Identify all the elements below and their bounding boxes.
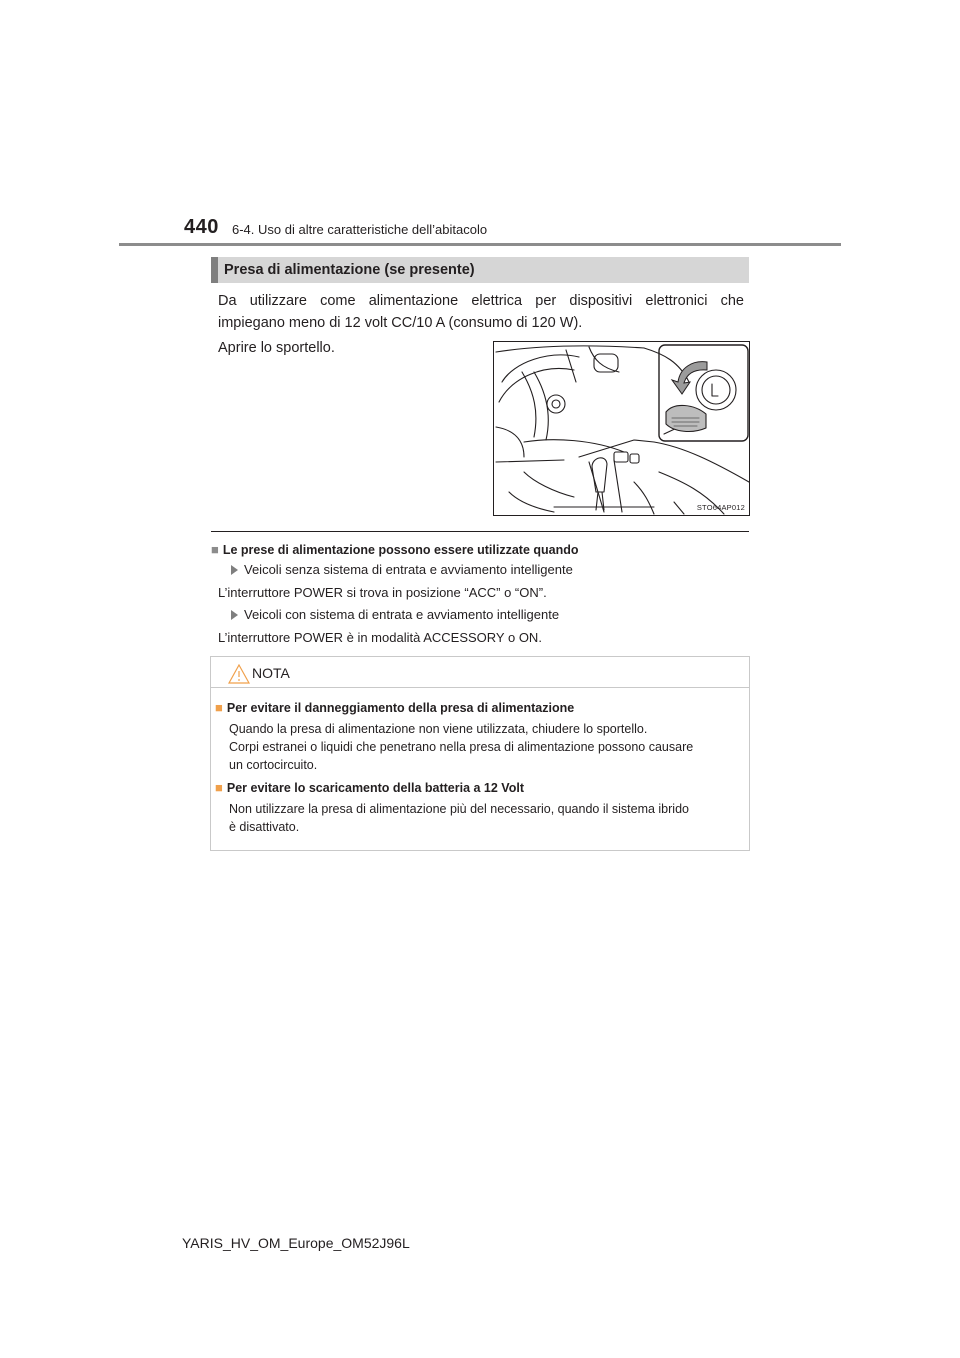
nota-item-1-line-1: Quando la presa di alimentazione non viene utilizzata, chiudere lo sportello. — [229, 722, 648, 736]
warning-triangle-icon — [228, 664, 250, 689]
usage-heading — [211, 542, 579, 557]
dashboard-illustration — [493, 341, 750, 516]
square-bullet-icon: ■ — [215, 780, 223, 795]
nota-item-2-title — [215, 780, 524, 795]
separator-rule — [211, 531, 749, 532]
intro-line-1: Da utilizzare come alimentazione elettrica per dispositivi elettronici che — [218, 293, 744, 309]
nota-title: NOTA — [252, 665, 290, 681]
nota-divider — [210, 687, 750, 688]
nota-item-2-line-1: Non utilizzare la presa di alimentazione più del necessario, quando il sistema ibrido — [229, 802, 689, 816]
page-number: 440 — [184, 216, 219, 238]
nota-item-1-line-3: un cortocircuito. — [229, 758, 318, 772]
nota-item-2-line-2: è disattivato. — [229, 820, 300, 834]
usage-detail-1: L’interruttore POWER si trova in posizione “ACC” o “ON”. — [218, 585, 547, 600]
square-bullet-icon: ■ — [215, 700, 223, 715]
usage-heading-text: Le prese di alimentazione possono essere utilizzate quando — [222, 543, 579, 557]
section-heading: Presa di alimentazione (se presente) — [224, 262, 475, 278]
nota-item-1-line-2: Corpi estranei o liquidi che penetrano nella presa di alimentazione possono causare — [229, 740, 694, 754]
instruction-text: Aprire lo sportello. — [218, 340, 335, 356]
header-rule — [119, 243, 841, 246]
nota-item-1-title-text: Per evitare il danneggiamento della presa di alimentazione — [226, 701, 575, 715]
dashboard-drawing — [494, 342, 750, 516]
usage-detail-2: L’interruttore POWER è in modalità ACCESSORY o ON. — [218, 630, 542, 645]
section-heading-accent — [211, 257, 218, 283]
square-bullet-icon: ■ — [211, 542, 219, 557]
arrow-bullet-icon — [231, 565, 238, 575]
nota-item-1-title — [215, 700, 574, 715]
usage-condition-2 — [231, 606, 559, 624]
section-title: 6-4. Uso di altre caratteristiche dell’abitacolo — [232, 222, 488, 237]
figure-code: STO64AP012 — [696, 503, 745, 512]
document-footer: YARIS_HV_OM_Europe_OM52J96L — [182, 1235, 410, 1251]
usage-condition-2-text: Veicoli con sistema di entrata e avviamento intelligente — [244, 607, 560, 622]
usage-condition-1 — [231, 561, 573, 579]
nota-item-2-title-text: Per evitare lo scaricamento della batteria a 12 Volt — [226, 781, 524, 795]
arrow-bullet-icon — [231, 610, 238, 620]
usage-condition-1-text: Veicoli senza sistema di entrata e avviamento intelligente — [244, 562, 573, 577]
intro-line-2: impiegano meno di 12 volt CC/10 A (consumo di 120 W). — [218, 315, 583, 331]
